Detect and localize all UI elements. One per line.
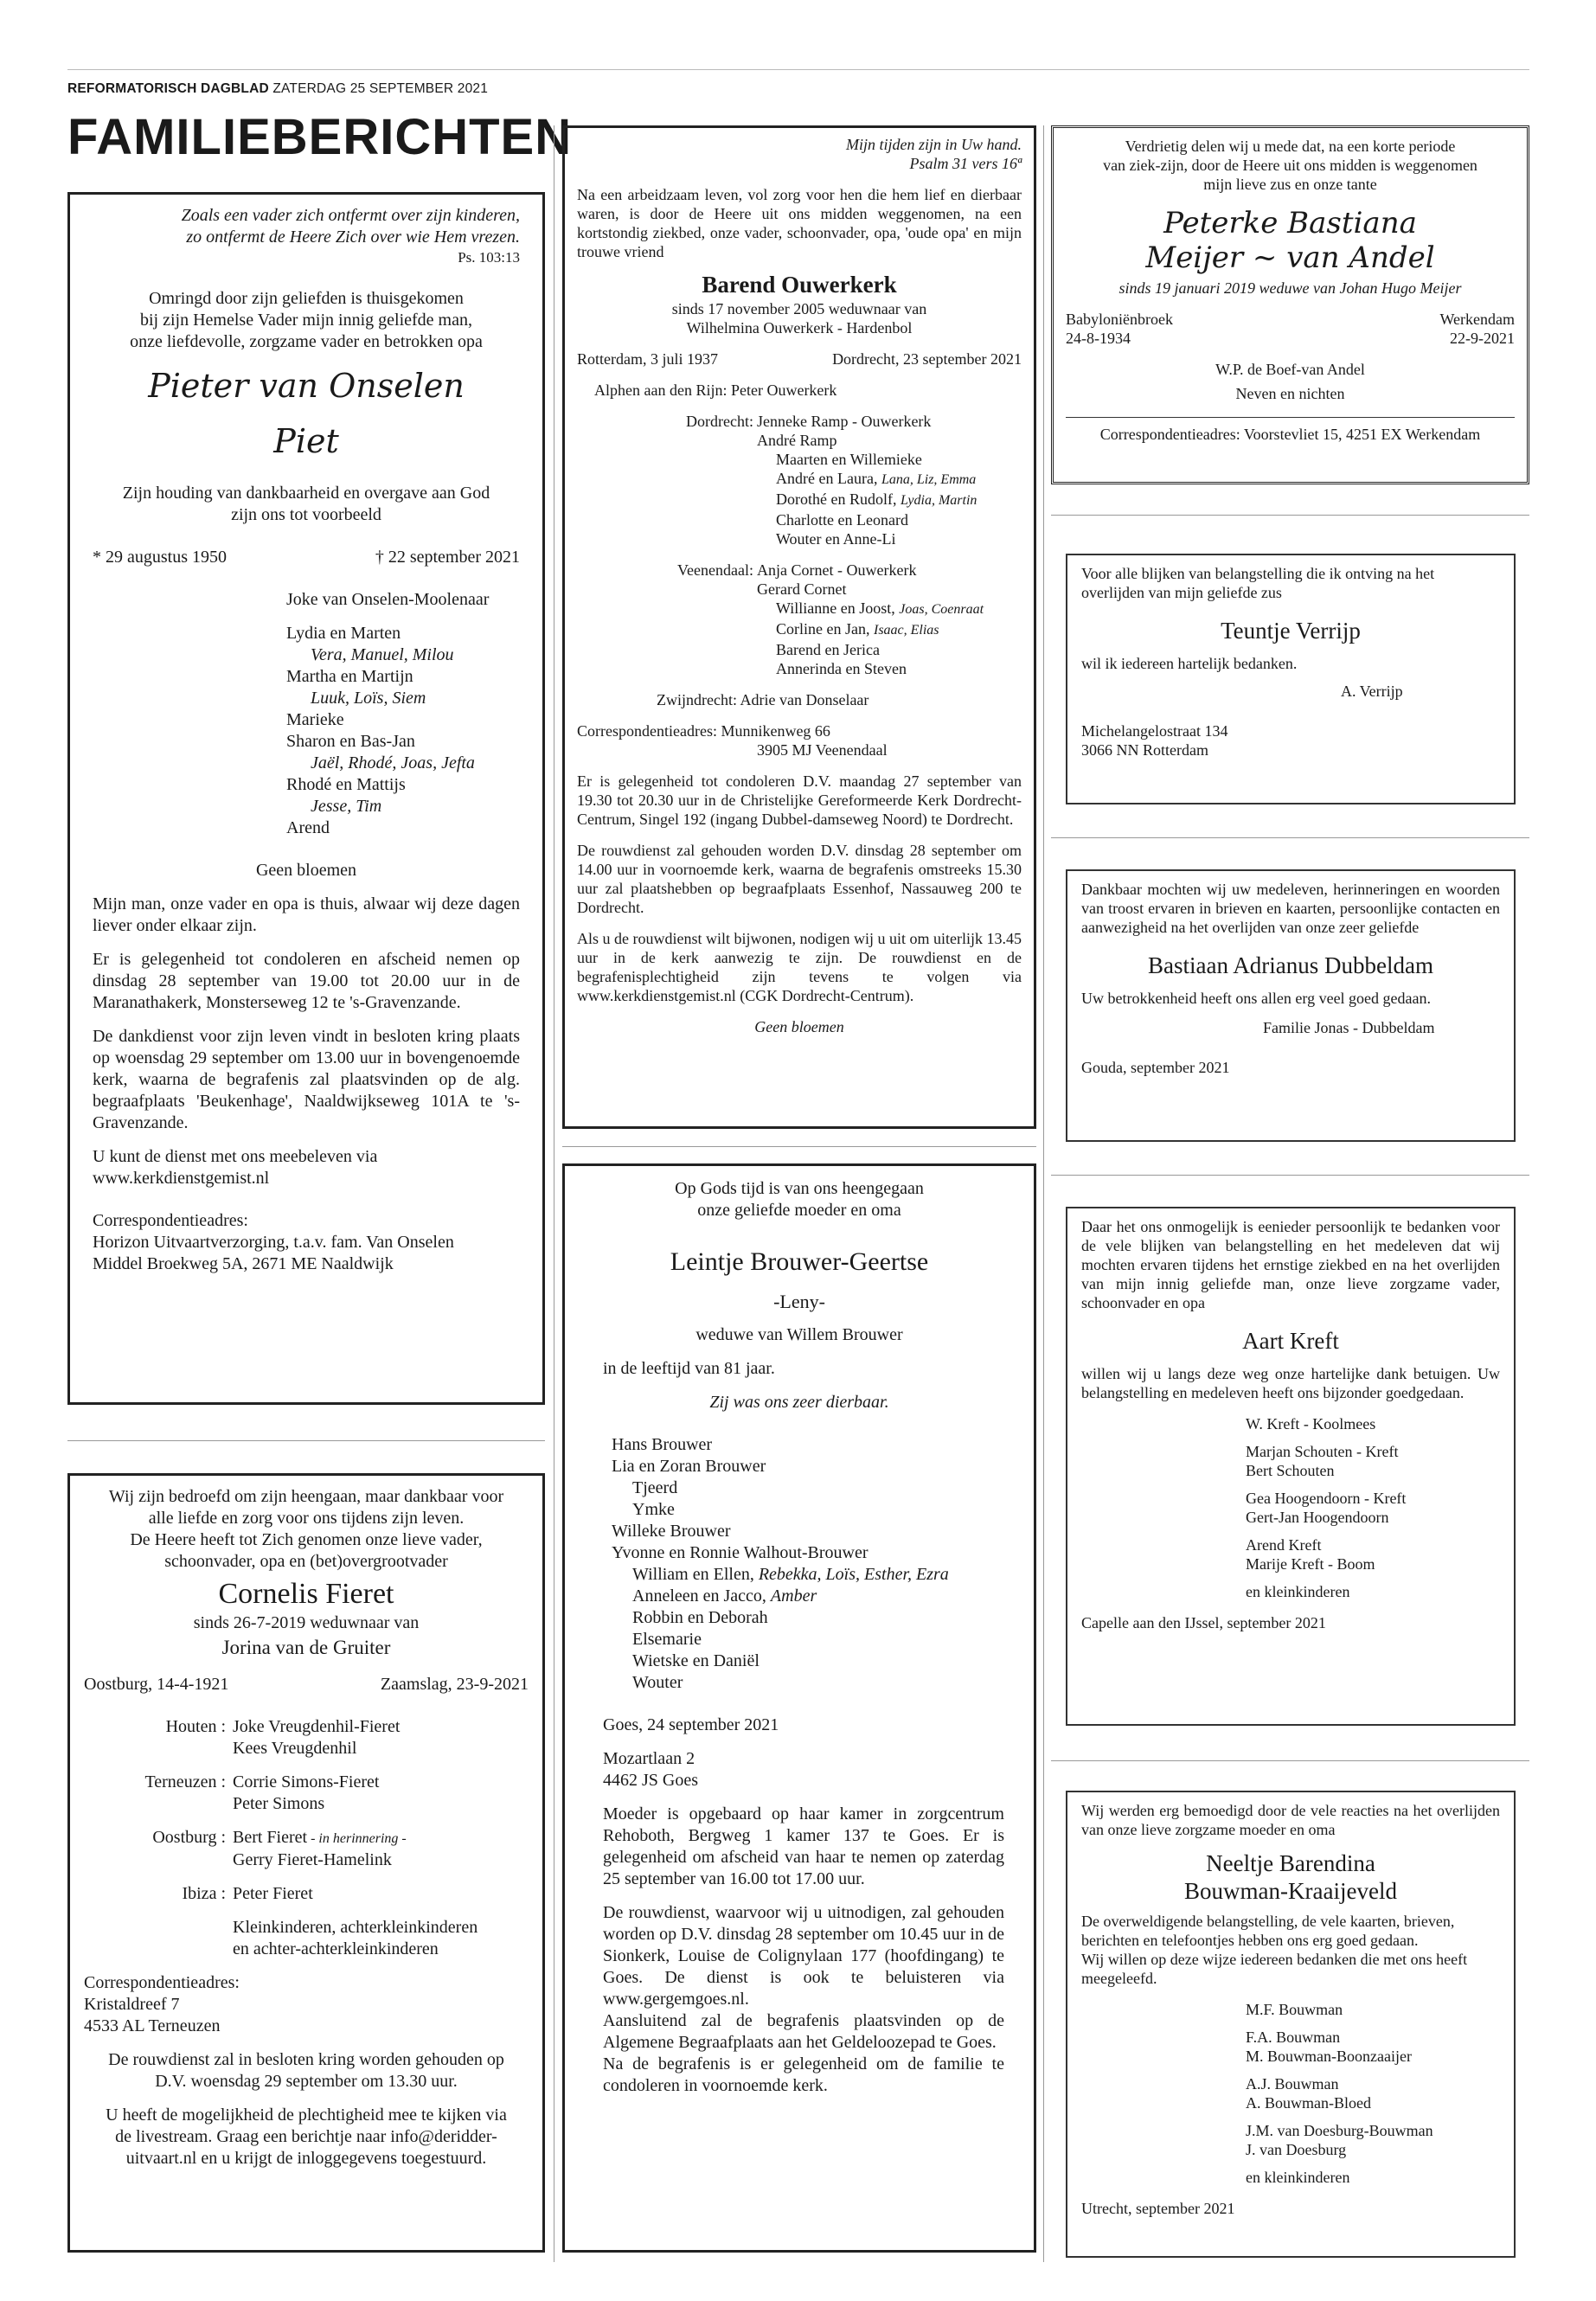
intro-line: onze liefdevolle, zorgzame vader en betrokken opa [130,332,483,351]
grandchildren-names: Amber [770,1586,817,1606]
widower-line: sinds 17 november 2005 weduwnaar van [671,300,927,317]
family-group [84,1827,529,1871]
announcement-onselen [67,192,545,1405]
intro-paragraph: Dankbaar mochten wij uw medeleven, herinneringen en woorden van troost ervaren in brieven en kaarten, persoonlijke contacten en aanwezigheid na het overlijden van onze zeer geliefde [1081,881,1500,936]
family-list [1081,1414,1500,1601]
place-date: Gouda, september 2021 [1081,1059,1230,1076]
birth-date: Rotterdam, 3 juli 1937 [577,350,718,368]
deceased-name: Leintje Brouwer-Geertse [670,1247,929,1276]
family-line [612,1499,1004,1521]
family-line: Alphen aan den Rijn: Peter Ouwerkerk [594,381,837,399]
grandchildren-line: Luuk, Loïs, Siem [311,689,426,708]
correspondence-address: 3905 MJ Veenendaal [757,741,888,759]
quote-line: Zij was ons zeer dierbaar. [709,1393,889,1412]
correspondence-label: Correspondentieadres: [93,1211,248,1230]
row-divider-right-2 [1051,837,1529,838]
family-names [233,1716,529,1759]
family-line [612,1434,1004,1456]
family-name: Hans Brouwer [612,1435,713,1454]
intro-line: Omringd door zijn geliefden is thuisgekomen [149,289,464,308]
signature: A. Verrijp [1341,683,1403,700]
age-line: in de leeftijd van 81 jaar. [603,1359,775,1378]
section-title: FAMILIEBERICHTEN [67,109,573,165]
family-group [1246,2168,1500,2187]
family-line: Gert-Jan Hoogendoorn [1246,1509,1389,1526]
page-header [67,81,488,97]
paragraph: De overweldigende belangstelling, de vele kaarten, brieven, berichten en telefoontjes hebben ons erg goed gedaan. [1081,1913,1455,1949]
paper-name: REFORMATORISCH DAGBLAD [67,81,269,96]
family-name: André Ramp [757,432,837,449]
family-line [233,1793,529,1815]
paragraph: Aansluitend zal de begrafenis plaatsvinden op de Algemene Begraafplaats aan het Geldeloozepad te Goes. [603,2011,1004,2052]
family-name: Wietske en Daniël [632,1651,760,1670]
family-line [233,1883,529,1905]
family-line: M. Bouwman-Boonzaaijer [1246,2048,1412,2065]
family-place: Veenendaal: [677,561,753,579]
family-name: Lia en Zoran Brouwer [612,1457,766,1476]
family-line: Lydia en Marten [286,624,401,643]
family-line: Arend [286,818,330,837]
paragraph: U heeft de mogelijkheid de plechtigheid mee te kijken via de livestream. Graag een berichtje naar info@deridder-uitvaart.nl en u krijgt de inloggegevens toegestuurd. [106,2106,507,2168]
spouse-name: Jorina van de Gruiter [221,1637,391,1658]
family-group [1246,1489,1500,1527]
family-name: Dorothé en Rudolf, [776,490,901,508]
family-line: Zwijndrecht: Adrie van Donselaar [657,691,869,708]
paragraph: De rouwdienst zal in besloten kring worden gehouden op D.V. woensdag 29 september om 13.30 uur. [108,2050,504,2091]
family-line: J. van Doesburg [1246,2141,1347,2158]
family-line: F.A. Bouwman [1246,2029,1341,2046]
address-line: Michelangelostraat 134 [1081,722,1228,740]
deceased-nickname: Piet [273,422,339,460]
family-line [612,1607,1004,1629]
family-line: W. Kreft - Koolmees [1246,1415,1376,1433]
family-place: Dordrecht: [686,413,753,430]
family-line [612,1629,1004,1650]
deceased-name: Cornelis Fieret [218,1578,394,1610]
family-line [612,1542,1004,1564]
family-place: Terneuzen : [144,1772,226,1791]
family-names [233,1827,529,1871]
correspondence-address: Correspondentieadres: Munnikenweg 66 [577,722,830,740]
family-name: Bert Fieret [233,1828,308,1847]
death-date: Zaamslag, 23-9-2021 [380,1675,529,1694]
announcement-brouwer [562,1163,1036,2253]
intro-line: bij zijn Hemelse Vader mijn innig geliefde man, [140,311,472,330]
livestream-link[interactable]: www.kerkdienstgemist.nl [93,1169,270,1188]
family-name: Wouter [632,1673,683,1692]
grandchildren-names: Joas, Coenraat [899,602,984,617]
family-group [1246,2074,1500,2112]
grandchildren-line: Jesse, Tim [311,797,382,816]
announcement-verrijp [1066,554,1516,804]
announcement-fieret [67,1473,545,2253]
family-group [84,1883,529,1905]
family-line [757,619,984,640]
family-names [233,1772,529,1815]
birth-date: 24-8-1934 [1066,330,1131,347]
life-dates [1066,329,1515,348]
family-line: M.F. Bouwman [1246,2001,1343,2018]
family-group [1246,1442,1500,1480]
intro-line: onze geliefde moeder en oma [697,1201,901,1220]
family-name: Gerry Fieret-Hamelink [233,1850,392,1869]
row-divider-right-1 [1051,515,1529,516]
intro-line: schoonvader, opa en (bet)overgrootvader [164,1552,448,1571]
deceased-name: Bastiaan Adrianus Dubbeldam [1148,952,1433,978]
family-group [1246,2000,1500,2019]
paragraph: De rouwdienst zal gehouden worden D.V. dinsdag 28 september om 14.00 uur in voornoemde kerk, waarna de begrafenis omstreeks 15.30 uur zal plaatshebben op begraafplaats Essenhof, Nassauweg 200 te Dordrecht. [577,842,1022,916]
paragraph: Wij willen op deze wijze iedereen bedanken die met ons heeft meegeleefd. [1081,1951,1468,1987]
family-list [84,1716,529,1960]
family-line [612,1650,1004,1672]
family-place [84,1917,226,1960]
grandchildren-names: Lydia, Martin [900,493,977,508]
family-line: J.M. van Doesburg-Bouwman [1246,2122,1433,2139]
deceased-nickname: -Leny- [773,1291,825,1312]
deceased-name: Teuntje Verrijp [1221,618,1361,644]
address-line: Mozartlaan 2 [603,1749,695,1768]
family-name: Robbin en Deborah [632,1608,768,1627]
intro-paragraph: Daar het ons onmogelijk is eenieder persoonlijk te bedanken voor de vele blijken van belangstelling en het medeleven dat wij mochten ervaren tijdens het ernstige ziekbed en na het overlijden van mijn innig geliefde man, onze lieve zorgzame vader, schoonvader en opa [1081,1218,1500,1311]
paragraph: De dankdienst voor zijn leven vindt in besloten kring plaats op woensdag 29 september om 13.00 uur in bovengenoemde kerk, waarna de begrafenis zal plaatsvinden op de alg. begraafplaats 'Beukenhage', Naaldwijkseweg 101A te 's-Gravenzande. [93,1027,520,1132]
life-places [1066,310,1515,329]
family-names [757,561,984,678]
paragraph: De rouwdienst, waarvoor wij u uitnodigen, zal gehouden worden op D.V. dinsdag 28 september om 10.45 uur in de Sionkerk, Louise de Colignylaan 177 (hoofdingang) te Goes. De dienst is ook te beluisteren via www.gergemgoes.nl. [603,1903,1004,2009]
family-line: en kleinkinderen [1246,2169,1350,2186]
no-flowers-note: Geen bloemen [255,861,357,880]
verse-reference: Psalm 31 vers 16ª [909,155,1022,172]
thanks-paragraph: willen wij u langs deze weg onze hartelijke dank betuigen. Uw belangstelling en medeleven heeft ons bijzonder goedgedaan. [1081,1365,1500,1401]
family-line [757,431,977,450]
family-name: André en Laura, [776,470,881,487]
family-list [594,1434,1004,1694]
family-line: Sharon en Bas-Jan [286,732,415,751]
deceased-name: Barend Ouwerkerk [702,272,897,298]
family-name: Annerinda en Steven [776,660,907,677]
family-name: Corline en Jan, [776,620,874,638]
intro-paragraph: Wij werden erg bemoedigd door de vele reacties na het overlijden van onze lieve zorgzame moeder en oma [1081,1802,1500,1838]
death-date: Dordrecht, 23 september 2021 [832,350,1022,368]
family-name: Joke Vreugdenhil-Fieret [233,1717,401,1736]
deceased-name: Pieter van Onselen [148,367,465,405]
place-date: Goes, 24 september 2021 [603,1715,779,1734]
family-name: Yvonne en Ronnie Walhout-Brouwer [612,1543,869,1562]
verse-line: Zoals een vader zich ontfermt over zijn kinderen, [181,206,520,225]
family-line [233,1827,529,1849]
family-group [1246,1582,1500,1601]
family-group-dordrecht [577,412,1022,548]
paragraph: Mijn man, onze vader en opa is thuis, alwaar wij deze dagen liever onder elkaar zijn. [93,894,520,935]
memorial-note: - in herinnering - [307,1831,407,1846]
family-name: Charlotte en Leonard [776,511,908,529]
thanks-line: wil ik iedereen hartelijk bedanken. [1081,655,1298,672]
column-divider-2 [1043,125,1044,2262]
family-name: Peter Simons [233,1794,325,1813]
correspondence-address: Middel Broekweg 5A, 2671 ME Naaldwijk [93,1254,394,1273]
intro-paragraph: Voor alle blijken van belangstelling die ik ontving na het overlijden van mijn geliefde zus [1081,565,1435,601]
row-divider-middle [562,1146,1036,1147]
deceased-name: Meijer ~ van Andel [1145,240,1435,275]
family-line [612,1456,1004,1477]
family-line: Marjan Schouten - Kreft [1246,1443,1399,1460]
correspondence-address: Correspondentieadres: Voorstevliet 15, 4251 EX Werkendam [1099,426,1481,443]
family-line [757,450,977,469]
verse-reference: Ps. 103:13 [458,249,520,266]
family-line [757,529,977,548]
family-line [612,1521,1004,1542]
family-group [1246,1414,1500,1433]
intro-line: Verdrietig delen wij u mede dat, na een korte periode [1125,138,1456,155]
family-line [757,599,984,619]
family-line [757,659,984,678]
family-name: Kleinkinderen, achterkleinkinderen [233,1918,478,1937]
family-line: Gea Hoogendoorn - Kreft [1246,1490,1407,1507]
family-line [233,1738,529,1759]
birth-date: Oostburg, 14-4-1921 [84,1675,229,1694]
family-group [84,1772,529,1815]
intro-line: mijn lieve zus en onze tante [1203,176,1377,193]
grandchildren-names: Lana, Liz, Emma [881,472,977,487]
motto-line: zijn ons tot voorbeeld [231,505,381,524]
family-line: en kleinkinderen [1246,1583,1350,1600]
correspondence-address: 4533 AL Terneuzen [84,2016,221,2035]
family-place: Oostburg : [152,1828,226,1847]
verse-line: zo ontfermt de Heere Zich over wie Hem vrezen. [186,228,520,247]
family-line [612,1586,1004,1607]
widow-line: weduwe van Willem Brouwer [695,1325,903,1344]
birth-place: Babyloniënbroek [1066,311,1173,328]
family-line [757,580,984,599]
verse-line: Mijn tijden zijn in Uw hand. [845,136,1022,153]
grandchildren-names: Isaac, Elias [873,623,939,638]
signature: Familie Jonas - Dubbeldam [1263,1019,1435,1036]
family-list [1081,2000,1500,2187]
family-line [757,412,977,431]
family-group [84,1716,529,1759]
row-divider-left [67,1440,545,1441]
family-name: Kees Vreugdenhil [233,1739,357,1758]
family-line [757,561,984,580]
row-divider-right-4 [1051,1760,1529,1761]
family-line [612,1564,1004,1586]
family-line: Joke van Onselen-Moolenaar [286,590,490,609]
family-line [233,1849,529,1871]
family-line [233,1917,529,1939]
family-name: William en Ellen, [632,1565,759,1584]
intro-line: Wij zijn bedroefd om zijn heengaan, maar dankbaar voor [108,1487,504,1506]
correspondence-address: Kristaldreef 7 [84,1995,180,2014]
death-date: † 22 september 2021 [375,548,520,567]
paragraph: Er is gelegenheid tot condoleren D.V. maandag 27 september van 19.30 tot 20.30 uur in de Christelijke Gereformeerde Kerk Dordrecht-Centrum, Singel 192 (ingang Dubbel-damseweg Noord) te Dordrecht. [577,772,1022,828]
family-line [757,640,984,659]
address-line: 4462 JS Goes [603,1771,699,1790]
family-list [93,589,520,839]
family-group [1246,2028,1500,2066]
paragraph: Als u de rouwdienst wilt bijwonen, nodigen wij u uit om uiterlijk 13.45 uur in de kerk aanwezig te zijn. De rouwdienst en de begrafenisplechtigheid zijn tevens te volgen via www.kerkdienstgemist.nl (CGK Dordrecht-Centrum). [577,930,1022,1004]
family-line: Martha en Martijn [286,667,413,686]
life-dates [93,547,520,568]
family-line [612,1477,1004,1499]
family-group-veenendaal [577,561,1022,678]
death-place: Werkendam [1439,311,1515,328]
family-line [757,490,977,510]
address-line: 3066 NN Rotterdam [1081,741,1208,759]
family-name: Willianne en Joost, [776,599,900,617]
family-place: Ibiza : [182,1884,226,1903]
place-date: Utrecht, september 2021 [1081,2200,1235,2217]
no-flowers-note: Geen bloemen [754,1018,844,1035]
family-name: Tjeerd [632,1478,678,1497]
widower-line: sinds 26-7-2019 weduwnaar van [193,1613,420,1632]
family-line: A.J. Bouwman [1246,2075,1339,2093]
family-name: Maarten en Willemieke [776,451,922,468]
edition-date: ZATERDAG 25 SEPTEMBER 2021 [268,81,489,96]
family-line [757,469,977,490]
family-name: Willeke Brouwer [612,1522,731,1541]
paragraph: Na de begrafenis is er gelegenheid om de familie te condoleren in voornoemde kerk. [603,2054,1004,2095]
family-line: Neven en nichten [1235,385,1345,402]
widow-line: sinds 19 januari 2019 weduwe van Johan Hugo Meijer [1118,279,1462,297]
family-line: Marije Kreft - Boom [1246,1555,1375,1573]
family-line [757,510,977,529]
family-name: Elsemarie [632,1630,702,1649]
thanks-line: Uw betrokkenheid heeft ons allen erg veel goed gedaan. [1081,990,1432,1007]
family-line: Bert Schouten [1246,1462,1335,1479]
family-line: Marieke [286,710,344,729]
family-line [233,1939,529,1960]
intro-line: Op Gods tijd is van ons heengegaan [675,1179,924,1198]
death-date: 22-9-2021 [1450,330,1515,347]
grandchildren-line: Jaël, Rhodé, Joas, Jefta [311,753,475,772]
intro-paragraph: Na een arbeidzaam leven, vol zorg voor hen die hem lief en dierbaar waren, is door de Heere uit ons midden weggenomen, na een kortstondig ziekbed, onze vader, schoonvader, opa, 'oude opa' en mijn trouwe vriend [577,186,1022,260]
family-line: W.P. de Boef-van Andel [1215,361,1365,378]
deceased-name: Neeltje Barendina [1206,1850,1375,1876]
family-line [612,1672,1004,1694]
grandchildren-line: Vera, Manuel, Milou [311,645,454,664]
birth-date: * 29 augustus 1950 [93,548,227,567]
grandchildren-names: Rebekka, Loïs, Esther, Ezra [758,1565,949,1584]
family-line [233,1716,529,1738]
family-group [1246,2121,1500,2159]
family-line [233,1772,529,1793]
paragraph: Moeder is opgebaard op haar kamer in zorgcentrum Rehoboth, Bergweg 1 kamer 137 te Goes. Er is gelegenheid om afscheid van haar te nemen op zaterdag 25 september van 16.00 tot 17.00 uur. [603,1804,1004,1888]
family-names [233,1917,529,1960]
announcement-dubbeldam [1066,869,1516,1142]
family-line: Rhodé en Mattijs [286,775,406,794]
intro-line: alle liefde en zorg voor ons tijdens zijn leven. [148,1509,465,1528]
family-name: Corrie Simons-Fieret [233,1772,380,1791]
place-date: Capelle aan den IJssel, september 2021 [1081,1614,1326,1631]
announcement-kreft [1066,1207,1516,1726]
livestream-text: U kunt de dienst met ons meebeleven via [93,1147,378,1166]
paragraph: Er is gelegenheid tot condoleren en afscheid nemen op dinsdag 28 september van 19.00 tot 20.00 uur in de Maranathakerk, Monsterseweg 12 te 's-Gravenzande. [93,950,520,1012]
family-line: Arend Kreft [1246,1536,1322,1554]
family-name: Anneleen en Jacco, [632,1586,771,1606]
deceased-name: Aart Kreft [1242,1328,1339,1354]
life-dates [84,1674,529,1695]
announcement-bouwman [1066,1791,1516,2258]
family-group [84,1917,529,1960]
announcement-meijer [1051,125,1529,484]
intro-line: van ziek-zijn, door de Heere uit ons midden is weggenomen [1103,157,1477,174]
spouse-name: Wilhelmina Ouwerkerk - Hardenbol [686,319,913,336]
motto-line: Zijn houding van dankbaarheid en overgave aan God [122,484,490,503]
family-name: en achter-achterkleinkinderen [233,1939,439,1958]
family-name: Ymke [632,1500,675,1519]
correspondence-address: Horizon Uitvaartverzorging, t.a.v. fam. Van Onselen [93,1233,454,1252]
family-line: A. Bouwman-Bloed [1246,2094,1371,2112]
deceased-name: Bouwman-Kraaijeveld [1184,1878,1397,1904]
life-dates [577,349,1022,369]
family-name: Wouter en Anne-Li [776,530,896,548]
announcement-ouwerkerk [562,125,1036,1129]
family-name: Anja Cornet - Ouwerkerk [757,561,917,579]
family-name: Peter Fieret [233,1884,313,1903]
family-names [233,1883,529,1905]
deceased-name: Peterke Bastiana [1163,206,1417,240]
family-name: Barend en Jerica [776,641,880,658]
family-group [1246,1535,1500,1574]
family-name: Jenneke Ramp - Ouwerkerk [757,413,932,430]
family-place: Houten : [165,1717,226,1736]
intro-line: De Heere heeft tot Zich genomen onze lieve vader, [130,1530,483,1549]
family-name: Gerard Cornet [757,580,847,598]
header-rule [67,69,1529,70]
family-names [757,412,977,548]
row-divider-right-3 [1051,1175,1529,1176]
correspondence-label: Correspondentieadres: [84,1973,240,1992]
